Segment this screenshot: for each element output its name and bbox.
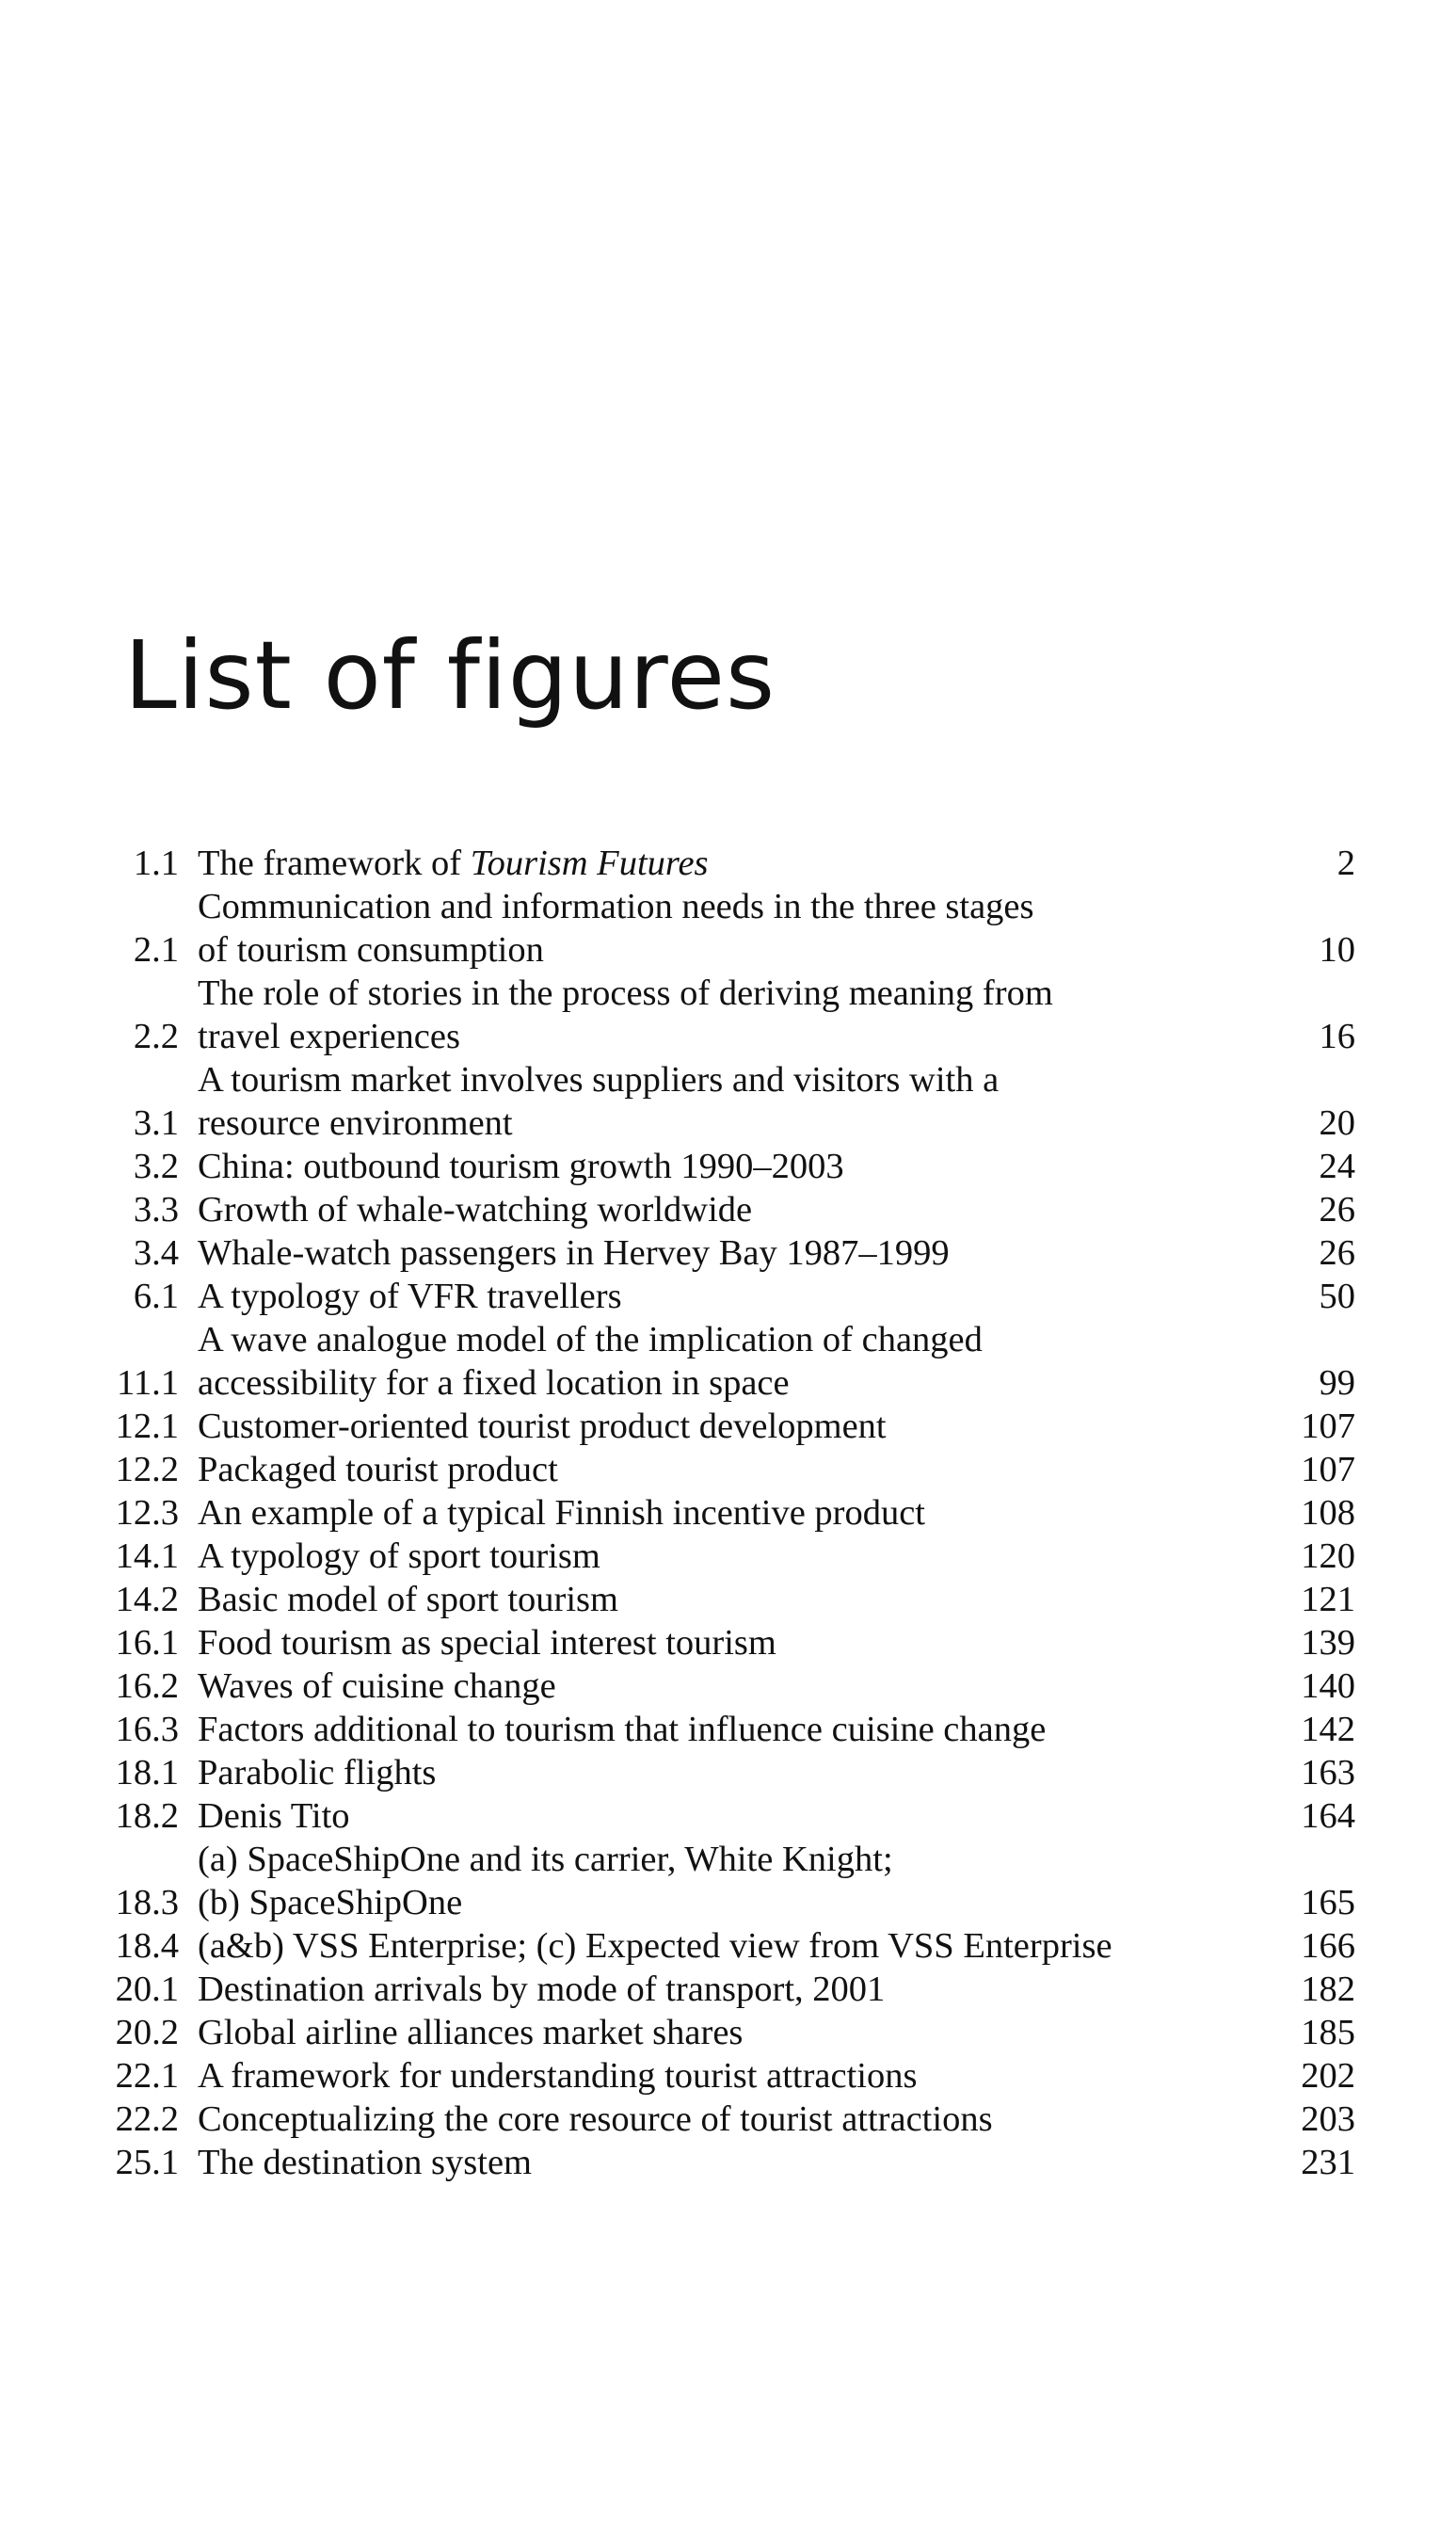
figure-number: 18.1 <box>115 1753 179 1793</box>
figure-caption <box>179 842 1271 885</box>
figure-page-number: 139 <box>1301 1623 1355 1663</box>
figure-caption <box>179 1751 1271 1794</box>
figure-page-number: 24 <box>1319 1147 1355 1186</box>
figure-page-number: 2 <box>1336 844 1355 883</box>
figure-entry[interactable] <box>102 1838 1355 1924</box>
figure-caption-line <box>198 1101 1252 1145</box>
figure-caption-text: A wave analogue model of the implication of changed <box>198 1320 983 1359</box>
figure-entry[interactable] <box>102 1621 1355 1664</box>
figure-number: 3.2 <box>133 1147 179 1186</box>
figure-caption-text: China: outbound tourism growth 1990–2003 <box>198 1147 844 1186</box>
figure-page-number: 108 <box>1301 1493 1355 1533</box>
figure-number: 16.2 <box>115 1666 179 1706</box>
figure-page-number: 20 <box>1319 1103 1355 1143</box>
figure-caption-line <box>198 885 1252 928</box>
figure-caption-text: Parabolic flights <box>198 1753 437 1793</box>
figure-caption-line <box>198 1578 1252 1621</box>
figure-caption-text: Conceptualizing the core resource of tourist attractions <box>198 2099 993 2139</box>
figure-caption-text: Global airline alliances market shares <box>198 2013 744 2052</box>
figure-caption-line <box>198 1968 1252 2011</box>
figure-number: 20.2 <box>115 2013 179 2052</box>
figure-caption <box>179 1621 1271 1664</box>
figure-page-number: 26 <box>1319 1233 1355 1273</box>
figure-caption-line <box>198 928 1252 972</box>
figure-caption-line <box>198 1231 1252 1275</box>
figure-number: 18.2 <box>115 1796 179 1836</box>
figure-caption <box>179 2011 1271 2054</box>
figure-caption-text: travel experiences <box>198 1017 460 1056</box>
figure-number: 12.2 <box>115 1450 179 1489</box>
figure-number: 12.1 <box>115 1407 179 1446</box>
figure-page-number: 163 <box>1301 1753 1355 1793</box>
figure-entry[interactable] <box>102 1578 1355 1621</box>
figure-caption <box>179 2141 1271 2184</box>
figure-caption-text: Growth of whale-watching worldwide <box>198 1190 753 1230</box>
figure-caption-line <box>198 1708 1252 1751</box>
figure-entry[interactable] <box>102 1664 1355 1708</box>
figure-caption-line <box>198 1881 1252 1924</box>
figure-entry[interactable] <box>102 1794 1355 1838</box>
figure-entry[interactable] <box>102 1405 1355 1448</box>
figure-caption-text: accessibility for a fixed location in space <box>198 1363 790 1403</box>
figure-caption-text: A typology of VFR travellers <box>198 1277 622 1316</box>
figure-caption <box>179 885 1271 972</box>
figure-caption-text: Customer-oriented tourist product development <box>198 1407 887 1446</box>
figure-number: 16.3 <box>115 1710 179 1749</box>
figure-caption-line <box>198 1058 1252 1101</box>
figure-page-number: 26 <box>1319 1190 1355 1230</box>
figure-entry[interactable] <box>102 1145 1355 1188</box>
figure-entry[interactable] <box>102 842 1355 885</box>
figure-caption <box>179 1664 1271 1708</box>
figure-caption-text: Waves of cuisine change <box>198 1666 556 1706</box>
figure-entry[interactable] <box>102 1448 1355 1491</box>
figure-caption-text: Food tourism as special interest tourism <box>198 1623 776 1663</box>
figure-page-number: 121 <box>1301 1580 1355 1619</box>
figure-caption <box>179 2098 1271 2141</box>
figure-caption-text: A framework for understanding tourist attractions <box>198 2056 918 2096</box>
figure-page-number: 99 <box>1319 1363 1355 1403</box>
figure-caption-text: resource environment <box>198 1103 513 1143</box>
figure-page-number: 231 <box>1301 2143 1355 2182</box>
figure-caption-line <box>198 2011 1252 2054</box>
figure-caption-text: of tourism consumption <box>198 930 544 970</box>
figure-caption-line <box>198 972 1252 1015</box>
figure-caption <box>179 1145 1271 1188</box>
figure-caption-line <box>198 1535 1252 1578</box>
figure-entry[interactable] <box>102 1058 1355 1145</box>
figure-caption <box>179 1838 1271 1924</box>
figure-page-number: 107 <box>1301 1450 1355 1489</box>
figure-number: 20.1 <box>115 1969 179 2009</box>
figure-caption-text: (a) SpaceShipOne and its carrier, White Knight; <box>198 1840 893 1879</box>
figure-caption <box>179 1275 1271 1318</box>
figure-number: 12.3 <box>115 1493 179 1533</box>
figure-caption <box>179 1188 1271 1231</box>
figure-caption-line <box>198 1794 1252 1838</box>
figure-caption <box>179 1491 1271 1535</box>
figure-caption-line <box>198 1188 1252 1231</box>
figure-entry[interactable] <box>102 1708 1355 1751</box>
figure-caption-line <box>198 1664 1252 1708</box>
figure-caption-line <box>198 1924 1252 1968</box>
figure-entry[interactable] <box>102 1535 1355 1578</box>
figure-caption-line <box>198 2141 1252 2184</box>
figure-number: 2.2 <box>133 1017 179 1056</box>
figure-page-number: 166 <box>1301 1926 1355 1966</box>
figure-caption-line <box>198 2098 1252 2141</box>
figure-caption <box>179 1968 1271 2011</box>
figure-entry[interactable] <box>102 2054 1355 2098</box>
figure-caption-text: An example of a typical Finnish incentive product <box>198 1493 926 1533</box>
figure-number: 6.1 <box>133 1277 179 1316</box>
figure-page-number: 203 <box>1301 2099 1355 2139</box>
figure-number: 1.1 <box>133 844 179 883</box>
figure-number: 22.1 <box>115 2056 179 2096</box>
figure-caption <box>179 1058 1271 1145</box>
figure-page-number: 140 <box>1301 1666 1355 1706</box>
figure-caption <box>179 1318 1271 1405</box>
figure-caption <box>179 2054 1271 2098</box>
figure-caption <box>179 1231 1271 1275</box>
figure-caption-text: Factors additional to tourism that influence cuisine change <box>198 1710 1047 1749</box>
figure-caption-line <box>198 1621 1252 1664</box>
figure-caption <box>179 1708 1271 1751</box>
figure-caption-text: Denis Tito <box>198 1796 350 1836</box>
figure-page-number: 185 <box>1301 2013 1355 2052</box>
figure-caption-text: The destination system <box>198 2143 532 2182</box>
figure-caption <box>179 1794 1271 1838</box>
figure-caption <box>179 1448 1271 1491</box>
figure-caption-line <box>198 1405 1252 1448</box>
figure-page-number: 165 <box>1301 1883 1355 1922</box>
figure-caption-line <box>198 842 1252 885</box>
figure-caption-line <box>198 1318 1252 1361</box>
figure-caption-text: (a&b) VSS Enterprise; (c) Expected view from VSS Enterprise <box>198 1926 1112 1966</box>
figure-caption-line <box>198 1275 1252 1318</box>
figure-caption-line <box>198 1145 1252 1188</box>
figure-entry[interactable] <box>102 885 1355 972</box>
figure-number: 18.4 <box>115 1926 179 1966</box>
figure-caption-line <box>198 1751 1252 1794</box>
figure-caption-text: Communication and information needs in the three stages <box>198 887 1034 926</box>
figure-caption-line <box>198 1015 1252 1058</box>
figure-entry[interactable] <box>102 1751 1355 1794</box>
figure-caption-text: The role of stories in the process of deriving meaning from <box>198 973 1053 1013</box>
figure-caption-line <box>198 1491 1252 1535</box>
figure-caption-text: The framework of <box>198 844 471 883</box>
figure-caption-text: A tourism market involves suppliers and visitors with a <box>198 1060 1000 1100</box>
figure-caption-italic: Tourism Futures <box>470 844 709 883</box>
figure-entry[interactable] <box>102 972 1355 1058</box>
figure-entry[interactable] <box>102 1231 1355 1275</box>
figure-number: 14.1 <box>115 1536 179 1576</box>
figure-caption-text: A typology of sport tourism <box>198 1536 600 1576</box>
figure-entry[interactable] <box>102 2141 1355 2184</box>
figure-page-number: 164 <box>1301 1796 1355 1836</box>
figure-caption-line <box>198 1838 1252 1881</box>
figure-page-number: 202 <box>1301 2056 1355 2096</box>
figure-number: 3.1 <box>133 1103 179 1143</box>
figure-page-number: 120 <box>1301 1536 1355 1576</box>
figure-caption <box>179 1535 1271 1578</box>
figure-number: 14.2 <box>115 1580 179 1619</box>
figure-caption <box>179 1405 1271 1448</box>
figure-caption-line <box>198 1361 1252 1405</box>
figure-entry[interactable] <box>102 1491 1355 1535</box>
figure-entry[interactable] <box>102 1968 1355 2011</box>
figure-number: 16.1 <box>115 1623 179 1663</box>
figure-caption-text: Destination arrivals by mode of transport, 2001 <box>198 1969 886 2009</box>
figure-caption-text: Packaged tourist product <box>198 1450 558 1489</box>
figure-list <box>102 842 1355 2184</box>
figure-caption-line <box>198 2054 1252 2098</box>
figure-entry[interactable] <box>102 1188 1355 1231</box>
figure-caption <box>179 972 1271 1058</box>
figure-caption <box>179 1924 1271 1968</box>
figure-number: 3.4 <box>133 1233 179 1273</box>
figure-number: 3.3 <box>133 1190 179 1230</box>
figure-caption-text: Basic model of sport tourism <box>198 1580 618 1619</box>
figure-number: 18.3 <box>115 1883 179 1922</box>
figure-caption <box>179 1578 1271 1621</box>
figure-caption-text: (b) SpaceShipOne <box>198 1883 463 1922</box>
figure-entry[interactable] <box>102 1924 1355 1968</box>
figure-number: 11.1 <box>117 1363 179 1403</box>
figure-page-number: 16 <box>1319 1017 1355 1056</box>
figure-caption-text: Whale-watch passengers in Hervey Bay 1987–1999 <box>198 1233 950 1273</box>
figure-page-number: 142 <box>1301 1710 1355 1749</box>
figure-caption-line <box>198 1448 1252 1491</box>
figure-page-number: 50 <box>1319 1277 1355 1316</box>
figure-entry[interactable] <box>102 1318 1355 1405</box>
figure-number: 25.1 <box>115 2143 179 2182</box>
figure-page-number: 10 <box>1319 930 1355 970</box>
figure-page-number: 182 <box>1301 1969 1355 2009</box>
figure-entry[interactable] <box>102 1275 1355 1318</box>
figure-number: 22.2 <box>115 2099 179 2139</box>
page-title: List of figures <box>124 620 776 731</box>
figure-entry[interactable] <box>102 2098 1355 2141</box>
figure-entry[interactable] <box>102 2011 1355 2054</box>
figure-number: 2.1 <box>133 930 179 970</box>
figure-page-number: 107 <box>1301 1407 1355 1446</box>
